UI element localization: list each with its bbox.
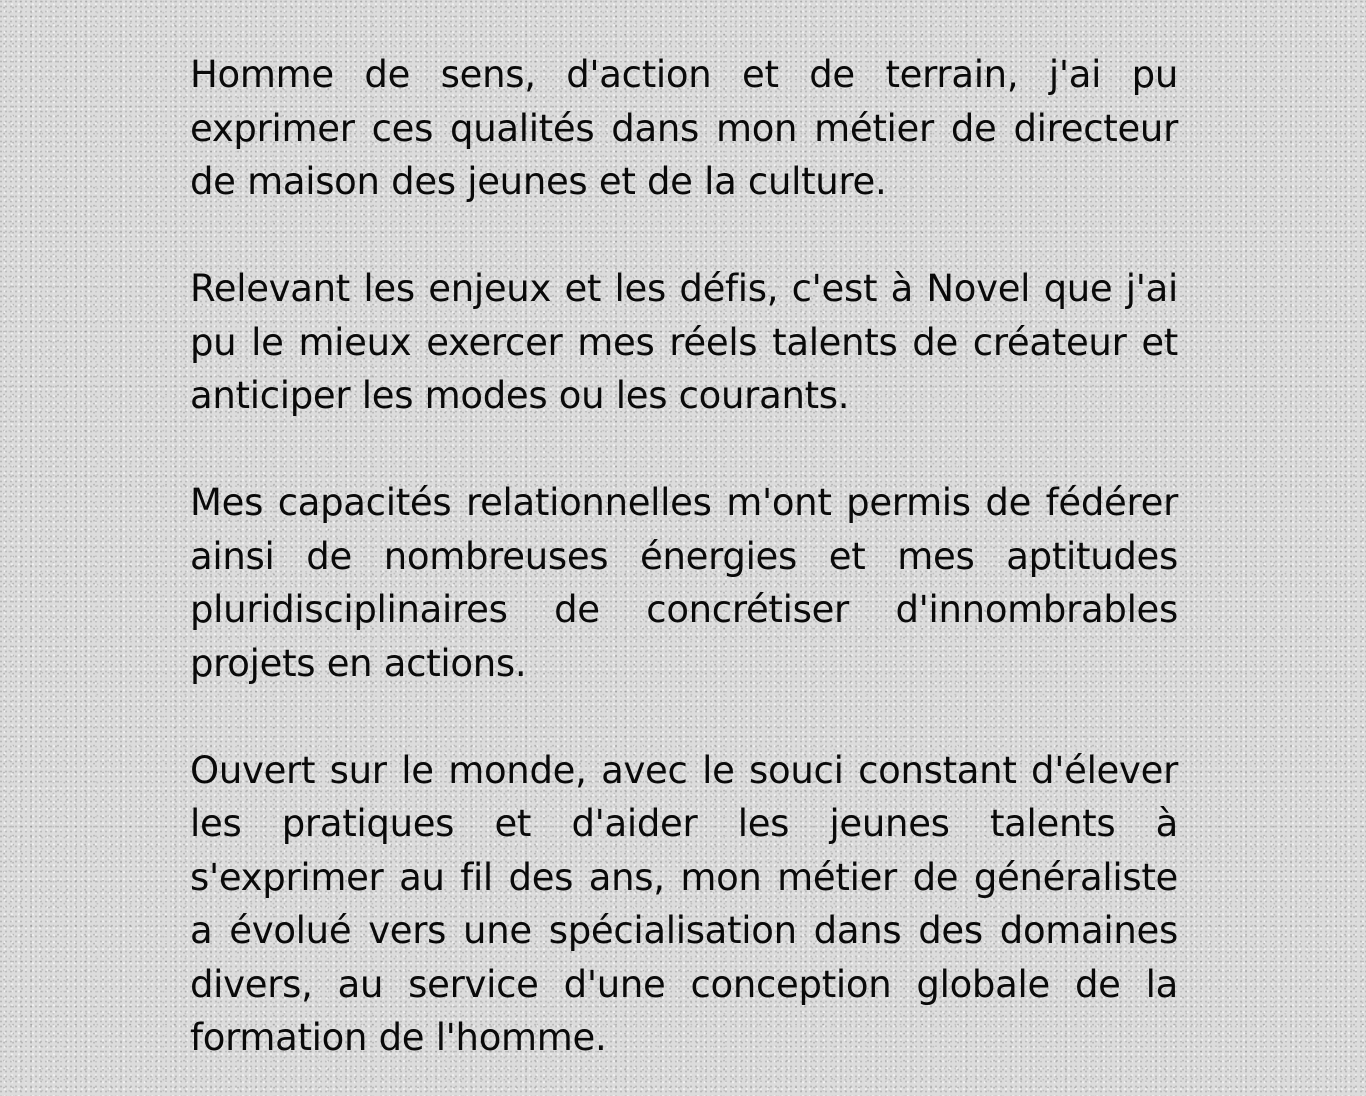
paragraph-novel: Relevant les enjeux et les défis, c'est à Novel que j'ai pu le mieux exercer mes réels talents de créateur et anticiper les modes ou les courants. [190,267,1178,417]
paragraph-evolution: Ouvert sur le monde, avec le souci constant d'élever les pratiques et d'aider les jeunes talents à s'exprimer au fil des ans, mon métier de généraliste a évolué vers une spécialisation dans des domaines divers, au service d'une conception globale de la formation de l'homme. [190,748,1178,1059]
paragraph-skills: Mes capacités relationnelles m'ont permis de fédérer ainsi de nombreuses énergies et mes aptitudes pluridisciplinaires de concrétiser d'innombrables projets en actions. [190,481,1178,685]
paragraph-background: Homme de sens, d'action et de terrain, j'ai pu exprimer ces qualités dans mon métier de directeur de maison des jeunes et de la culture. [190,53,1178,203]
document-body [190,48,1178,1065]
